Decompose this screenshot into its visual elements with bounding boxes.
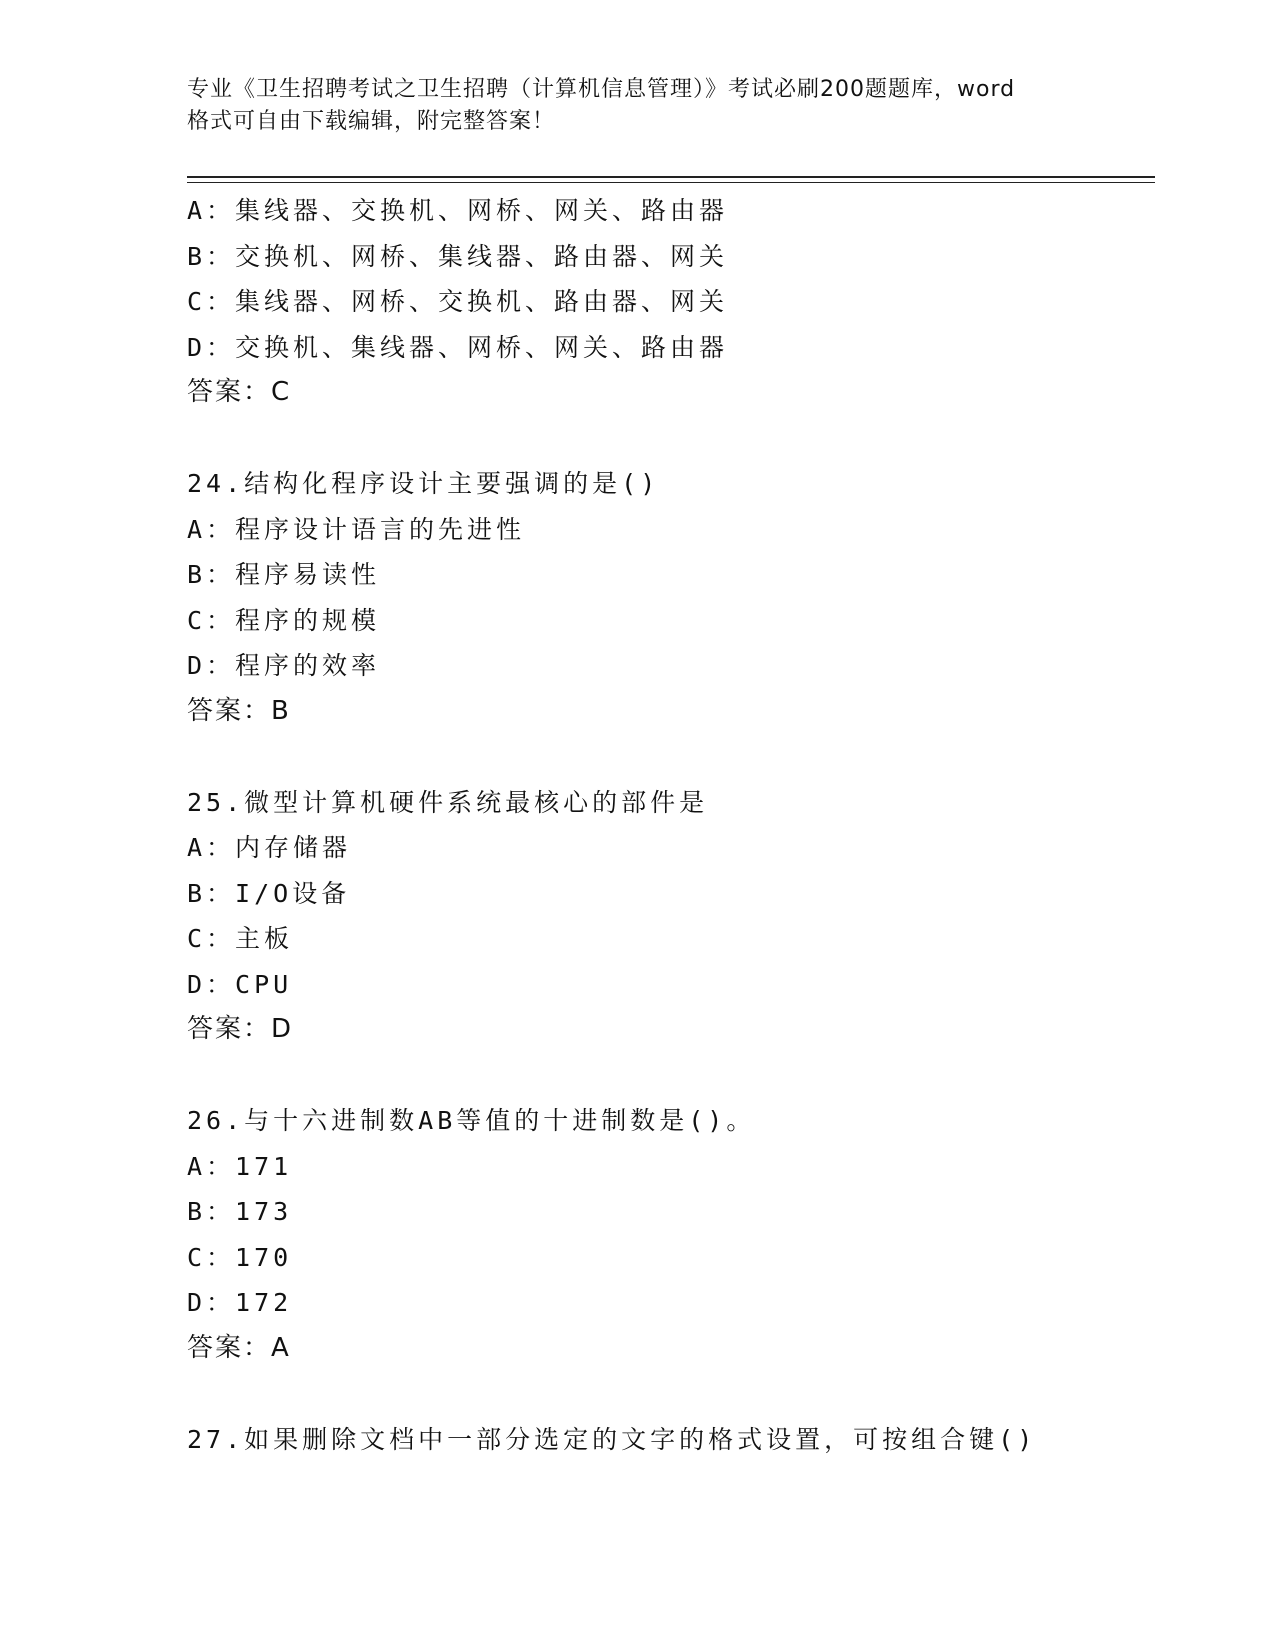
spacer [187,416,1155,462]
option-d: D：程序的效率 [187,651,381,680]
question-block-27 [187,1417,1155,1463]
option-c: C：170 [187,1242,293,1272]
answer: 答案：B [187,695,291,726]
header-line-2: 格式可自由下载编辑，附完整答案！ [187,109,556,134]
header-divider-thin [187,182,1155,183]
answer: 答案：D [187,1014,294,1044]
answer: 答案：C [187,377,292,407]
question-block-24 [187,461,1155,734]
option-d: D：CPU [187,969,293,999]
option-d: D：交换机、集线器、网桥、网关、路由器 [187,332,729,362]
option-c: C：主板 [187,924,294,953]
option-a: A：集线器、交换机、网桥、网关、路由器 [187,196,729,225]
option-c: C：程序的规模 [187,605,381,635]
option-c: C：集线器、网桥、交换机、路由器、网关 [187,287,729,316]
document-header [187,74,1087,138]
question-block-23 [187,188,1155,416]
option-b: B：173 [187,1197,293,1226]
question-text: 26.与十六进制数AB等值的十进制数是()。 [187,1106,756,1135]
question-text: 24.结构化程序设计主要强调的是() [187,469,660,498]
option-d: D：172 [187,1288,293,1317]
question-text: 25.微型计算机硬件系统最核心的部件是 [187,787,709,817]
header-divider-thick [187,176,1155,178]
question-list [187,188,1155,1462]
option-a: A：内存储器 [187,833,352,862]
spacer [187,1053,1155,1099]
option-b: B：I/O设备 [187,878,351,908]
header-line-1: 专业《卫生招聘考试之卫生招聘（计算机信息管理）》考试必刷200题题库，word [187,77,1016,102]
question-block-25 [187,780,1155,1053]
spacer [187,734,1155,780]
option-a: A：171 [187,1151,293,1181]
answer: 答案：A [187,1332,291,1363]
question-text: 27.如果删除文档中一部分选定的文字的格式设置，可按组合键() [187,1424,1037,1454]
option-b: B：程序易读性 [187,560,381,589]
question-block-26 [187,1098,1155,1371]
option-b: B：交换机、网桥、集线器、路由器、网关 [187,241,729,271]
spacer [187,1371,1155,1417]
option-a: A：程序设计语言的先进性 [187,514,526,544]
